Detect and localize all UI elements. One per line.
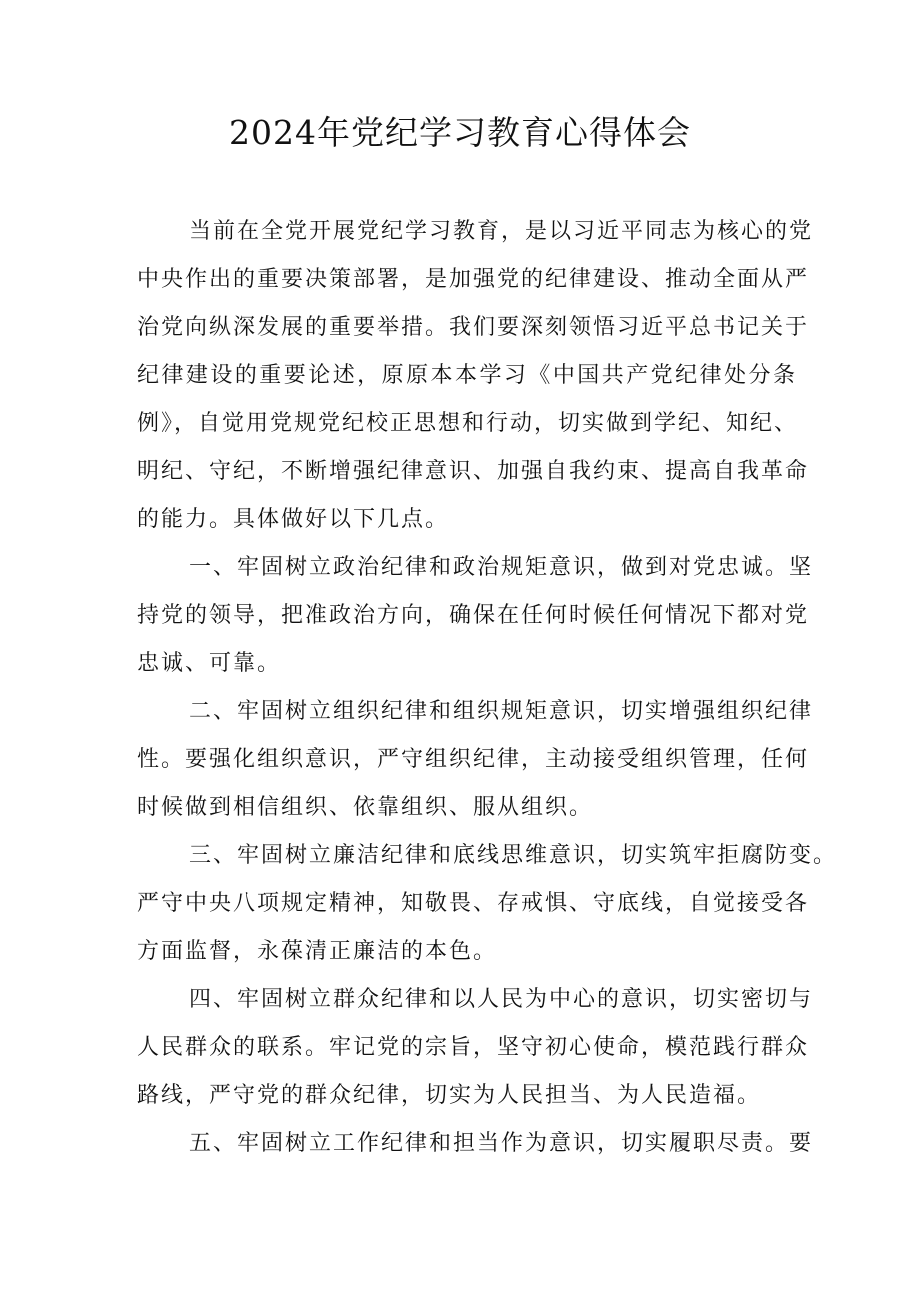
text-line: 纪律建设的重要论述，原原本本学习《中国共产党纪律处分条	[137, 363, 797, 388]
paragraph-point-3	[137, 832, 838, 976]
text-line: 方面监督，永葆清正廉洁的本色。	[137, 939, 498, 964]
paragraph-point-4	[137, 976, 814, 1120]
text-line: 明纪、守纪，不断增强纪律意识、加强自我约束、提高自我革命	[137, 459, 810, 484]
text-line: 人民群众的联系。牢记党的宗旨，坚守初心使命，模范践行群众	[137, 1035, 810, 1060]
text-line: 忠诚、可靠。	[137, 651, 282, 676]
text-line: 三、牢固树立廉洁纪律和底线思维意识，切实筑牢拒腐防变。	[189, 843, 838, 868]
text-line: 四、牢固树立群众纪律和以人民为中心的意识，切实密切与	[189, 987, 814, 1012]
text-line: 性。要强化组织意识，严守组织纪律，主动接受组织管理，任何	[137, 747, 810, 772]
text-line: 一、牢固树立政治纪律和政治规矩意识，做到对党忠诚。坚	[189, 555, 814, 580]
text-line: 五、牢固树立工作纪律和担当作为意识，切实履职尽责。要	[189, 1131, 814, 1156]
text-line: 严守中央八项规定精神，知敬畏、存戒惧、守底线，自觉接受各	[137, 891, 810, 916]
document-body	[137, 208, 838, 1168]
text-line: 持党的领导，把准政治方向，确保在任何时候任何情况下都对党	[137, 603, 810, 628]
document-title: 2024年党纪学习教育心得体会	[229, 113, 691, 152]
text-line: 二、牢固树立组织纪律和组织规矩意识，切实增强组织纪律	[189, 699, 814, 724]
paragraph-point-1	[137, 544, 814, 688]
text-line: 当前在全党开展党纪学习教育，是以习近平同志为核心的党	[189, 219, 814, 244]
paragraph-intro	[137, 208, 814, 544]
text-line: 治党向纵深发展的重要举措。我们要深刻领悟习近平总书记关于	[137, 315, 810, 340]
text-line: 路线，严守党的群众纪律，切实为人民担当、为人民造福。	[137, 1083, 762, 1108]
text-line: 中央作出的重要决策部署，是加强党的纪律建设、推动全面从严	[137, 267, 810, 292]
text-line: 的能力。具体做好以下几点。	[137, 507, 450, 532]
paragraph-point-5	[137, 1120, 814, 1168]
paragraph-point-2	[137, 688, 814, 832]
text-line: 时候做到相信组织、依靠组织、服从组织。	[137, 795, 594, 820]
text-line: 例》，自觉用党规党纪校正思想和行动，切实做到学纪、知纪、	[137, 411, 799, 436]
